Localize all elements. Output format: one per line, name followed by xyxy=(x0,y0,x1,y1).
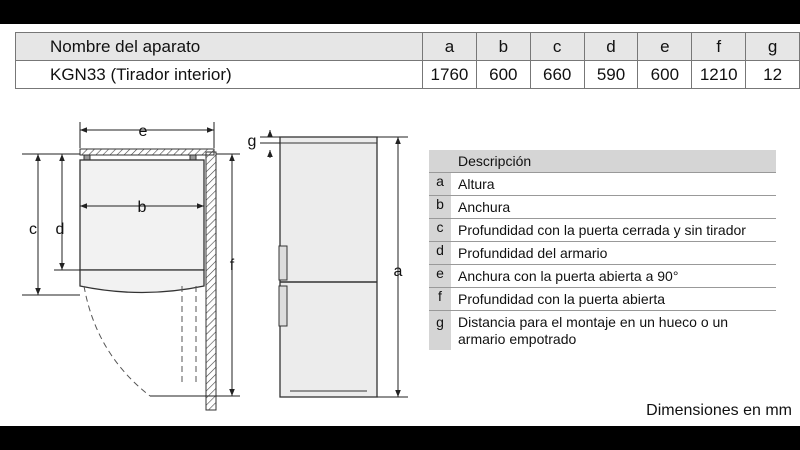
value-d: 590 xyxy=(584,61,638,89)
legend-item xyxy=(429,311,776,350)
header-letter-c: c xyxy=(530,33,584,61)
legend-item xyxy=(429,242,776,265)
side-wall xyxy=(206,152,216,410)
legend-key: g xyxy=(429,311,451,350)
appliance-front xyxy=(280,137,377,397)
legend-text: Profundidad con la puerta cerrada y sin tirador xyxy=(458,222,746,238)
value-a: 1760 xyxy=(423,61,477,89)
legend-key: f xyxy=(429,288,451,310)
door-closed xyxy=(80,270,204,293)
front-view xyxy=(260,130,408,397)
label-a: a xyxy=(393,263,403,280)
value-e: 600 xyxy=(638,61,692,89)
value-c: 660 xyxy=(530,61,584,89)
legend-item xyxy=(429,265,776,288)
header-letter-e: e xyxy=(638,33,692,61)
upper-handle xyxy=(279,246,287,280)
top-view xyxy=(22,122,240,410)
legend xyxy=(429,150,776,350)
header-letter-d: d xyxy=(584,33,638,61)
label-g: g xyxy=(247,133,257,150)
legend-text: Altura xyxy=(458,176,495,192)
label-d: d xyxy=(55,221,65,238)
legend-key: c xyxy=(429,219,451,241)
model-name: KGN33 (Tirador interior) xyxy=(16,61,423,89)
units-note: Dimensiones en mm xyxy=(646,402,792,419)
door-open-outline xyxy=(182,286,196,384)
legend-text: Anchura con la puerta abierta a 90° xyxy=(458,268,679,284)
header-letter-b: b xyxy=(476,33,530,61)
legend-key: e xyxy=(429,265,451,287)
legend-item xyxy=(429,173,776,196)
header-label: Nombre del aparato xyxy=(16,33,423,61)
label-b: b xyxy=(137,199,147,216)
legend-item xyxy=(429,288,776,311)
header-letter-g: g xyxy=(746,33,800,61)
label-f: f xyxy=(229,257,235,274)
spacer-right xyxy=(190,155,196,160)
header-letter-f: f xyxy=(692,33,746,61)
door-swing-arc xyxy=(84,286,150,396)
value-b: 600 xyxy=(476,61,530,89)
lower-handle xyxy=(279,286,287,326)
legend-title-row xyxy=(429,150,776,173)
legend-title: Descripción xyxy=(451,150,776,172)
legend-text: Profundidad con la puerta abierta xyxy=(458,291,666,307)
value-g: 12 xyxy=(746,61,800,89)
legend-text: Anchura xyxy=(458,199,511,215)
legend-key: d xyxy=(429,242,451,264)
header-letter-a: a xyxy=(423,33,477,61)
back-wall xyxy=(80,149,214,155)
label-e: e xyxy=(138,123,148,140)
value-f: 1210 xyxy=(692,61,746,89)
legend-key: a xyxy=(429,173,451,195)
spacer-left xyxy=(84,155,90,160)
legend-text: Profundidad del armario xyxy=(458,245,608,261)
legend-text: Distancia para el montaje en un hueco o un armario empotrado xyxy=(458,314,729,347)
spec-sheet xyxy=(0,24,800,426)
legend-item xyxy=(429,196,776,219)
legend-item xyxy=(429,219,776,242)
legend-key: b xyxy=(429,196,451,218)
label-c: c xyxy=(29,221,37,238)
